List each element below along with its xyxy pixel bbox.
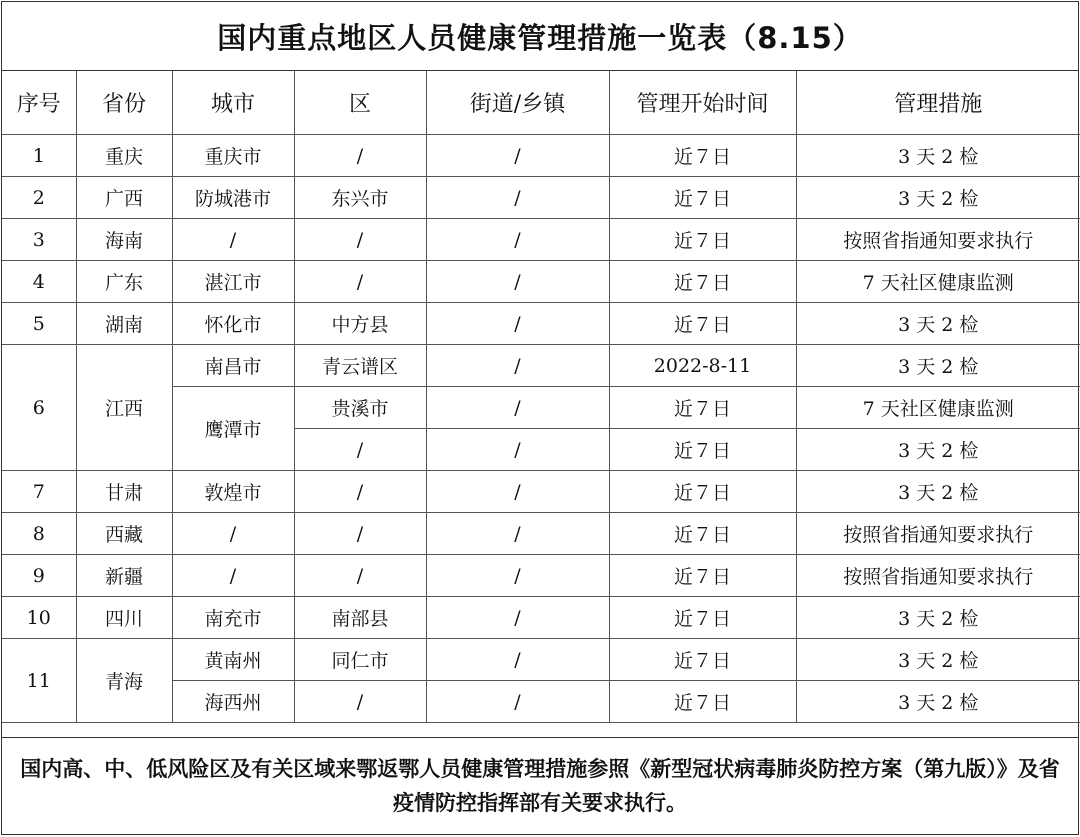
- cell-street: /: [426, 345, 609, 387]
- cell-no: 2: [2, 177, 76, 219]
- cell-street: /: [426, 471, 609, 513]
- cell-city: 鹰潭市: [172, 387, 294, 471]
- cell-city: 防城港市: [172, 177, 294, 219]
- cell-start: 近７日: [609, 555, 796, 597]
- cell-no: 9: [2, 555, 76, 597]
- cell-city: 湛江市: [172, 261, 294, 303]
- cell-district: 同仁市: [294, 639, 426, 681]
- cell-start: 近７日: [609, 261, 796, 303]
- header-no: 序号: [2, 71, 76, 135]
- cell-start: 近７日: [609, 513, 796, 555]
- cell-street: /: [426, 261, 609, 303]
- cell-no: 6: [2, 345, 76, 471]
- header-row: [2, 71, 1080, 135]
- cell-province: 重庆: [76, 135, 172, 177]
- cell-district: 青云谱区: [294, 345, 426, 387]
- cell-street: /: [426, 303, 609, 345]
- header-measure: 管理措施: [796, 71, 1080, 135]
- cell-street: /: [426, 429, 609, 471]
- table-row: [2, 555, 1080, 597]
- table-row: [2, 513, 1080, 555]
- cell-street: /: [426, 177, 609, 219]
- cell-street: /: [426, 555, 609, 597]
- cell-start: 近７日: [609, 471, 796, 513]
- measures-sheet: [1, 1, 1079, 835]
- table-row: [2, 219, 1080, 261]
- cell-measure: 3 天 2 检: [796, 303, 1080, 345]
- cell-district: /: [294, 135, 426, 177]
- header-district: 区: [294, 71, 426, 135]
- cell-start: 近７日: [609, 639, 796, 681]
- header-province: 省份: [76, 71, 172, 135]
- cell-district: 中方县: [294, 303, 426, 345]
- header-start-time: 管理开始时间: [609, 71, 796, 135]
- table-row: [2, 135, 1080, 177]
- footer-note: 国内高、中、低风险区及有关区域来鄂返鄂人员健康管理措施参照《新型冠状病毒肺炎防控方案（第九版）》及省疫情防控指挥部有关要求执行。: [2, 737, 1078, 834]
- cell-no: 10: [2, 597, 76, 639]
- cell-province: 四川: [76, 597, 172, 639]
- measures-table: [2, 71, 1080, 723]
- table-row: [2, 639, 1080, 681]
- cell-district: /: [294, 681, 426, 723]
- header-city: 城市: [172, 71, 294, 135]
- cell-no: 11: [2, 639, 76, 723]
- table-row: [2, 345, 1080, 387]
- cell-street: /: [426, 513, 609, 555]
- table-row: [2, 471, 1080, 513]
- cell-measure: 3 天 2 检: [796, 597, 1080, 639]
- cell-province: 青海: [76, 639, 172, 723]
- cell-city: 怀化市: [172, 303, 294, 345]
- cell-start: 近７日: [609, 219, 796, 261]
- cell-measure: 按照省指通知要求执行: [796, 513, 1080, 555]
- cell-measure: 3 天 2 检: [796, 471, 1080, 513]
- cell-city: 海西州: [172, 681, 294, 723]
- cell-district: 东兴市: [294, 177, 426, 219]
- cell-district: /: [294, 429, 426, 471]
- cell-measure: 3 天 2 检: [796, 639, 1080, 681]
- cell-city: /: [172, 555, 294, 597]
- header-street: 街道/乡镇: [426, 71, 609, 135]
- cell-province: 广西: [76, 177, 172, 219]
- cell-street: /: [426, 135, 609, 177]
- cell-measure: 3 天 2 检: [796, 345, 1080, 387]
- cell-province: 新疆: [76, 555, 172, 597]
- table-row: [2, 177, 1080, 219]
- cell-measure: 按照省指通知要求执行: [796, 555, 1080, 597]
- cell-measure: 3 天 2 检: [796, 135, 1080, 177]
- cell-measure: 7 天社区健康监测: [796, 261, 1080, 303]
- cell-no: 7: [2, 471, 76, 513]
- cell-province: 江西: [76, 345, 172, 471]
- cell-province: 西藏: [76, 513, 172, 555]
- cell-street: /: [426, 681, 609, 723]
- cell-start: 近７日: [609, 303, 796, 345]
- cell-street: /: [426, 639, 609, 681]
- cell-district: /: [294, 555, 426, 597]
- cell-district: /: [294, 513, 426, 555]
- cell-start: 近７日: [609, 387, 796, 429]
- cell-street: /: [426, 597, 609, 639]
- cell-city: 黄南州: [172, 639, 294, 681]
- cell-no: 5: [2, 303, 76, 345]
- cell-street: /: [426, 387, 609, 429]
- cell-province: 甘肃: [76, 471, 172, 513]
- cell-district: /: [294, 219, 426, 261]
- cell-city: /: [172, 219, 294, 261]
- cell-city: /: [172, 513, 294, 555]
- cell-street: /: [426, 219, 609, 261]
- cell-district: /: [294, 471, 426, 513]
- cell-measure: 按照省指通知要求执行: [796, 219, 1080, 261]
- cell-measure: 7 天社区健康监测: [796, 387, 1080, 429]
- table-row: [2, 261, 1080, 303]
- cell-city: 重庆市: [172, 135, 294, 177]
- cell-start: 2022-8-11: [609, 345, 796, 387]
- cell-province: 广东: [76, 261, 172, 303]
- cell-province: 海南: [76, 219, 172, 261]
- cell-province: 湖南: [76, 303, 172, 345]
- cell-start: 近７日: [609, 429, 796, 471]
- cell-city: 南昌市: [172, 345, 294, 387]
- cell-measure: 3 天 2 检: [796, 429, 1080, 471]
- cell-city: 南充市: [172, 597, 294, 639]
- table-row: [2, 597, 1080, 639]
- cell-start: 近７日: [609, 681, 796, 723]
- cell-start: 近７日: [609, 135, 796, 177]
- cell-district: 贵溪市: [294, 387, 426, 429]
- page-title: 国内重点地区人员健康管理措施一览表（8.15）: [2, 2, 1078, 71]
- cell-no: 1: [2, 135, 76, 177]
- cell-no: 8: [2, 513, 76, 555]
- cell-district: /: [294, 261, 426, 303]
- cell-no: 4: [2, 261, 76, 303]
- cell-measure: 3 天 2 检: [796, 177, 1080, 219]
- cell-city: 敦煌市: [172, 471, 294, 513]
- cell-measure: 3 天 2 检: [796, 681, 1080, 723]
- cell-district: 南部县: [294, 597, 426, 639]
- cell-start: 近７日: [609, 177, 796, 219]
- cell-start: 近７日: [609, 597, 796, 639]
- table-row: [2, 303, 1080, 345]
- cell-no: 3: [2, 219, 76, 261]
